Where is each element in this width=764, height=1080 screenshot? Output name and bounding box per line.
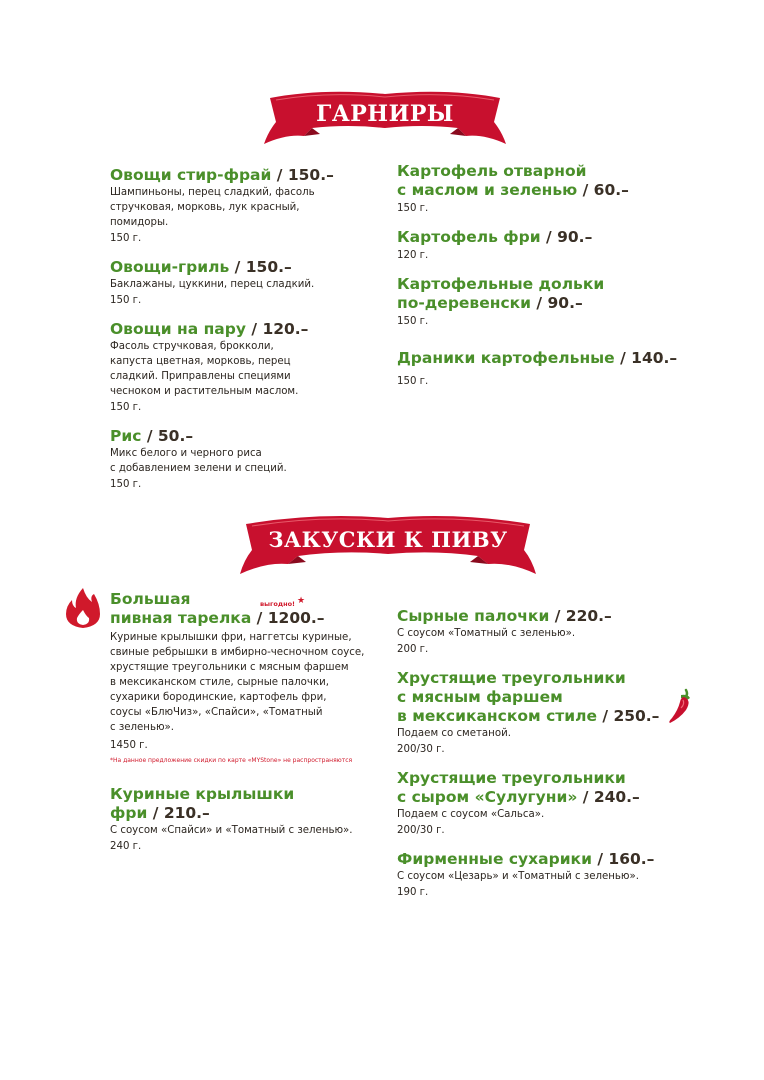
promo-badge: выгодно! ★ (260, 596, 306, 608)
item-name: Рис (110, 427, 142, 445)
item-name: по-деревенски (397, 294, 532, 312)
section-banner-garnish (262, 88, 508, 152)
item-weight: 150 г. (397, 203, 429, 214)
item-weight: 200/30 г. (397, 744, 445, 755)
flame-icon (64, 586, 102, 630)
garnish-right-column (397, 162, 697, 401)
item-name: Овощи-гриль (110, 258, 230, 276)
menu-item: Драники картофельные / 140.– 150 г. (397, 349, 697, 389)
item-price: 220.– (565, 607, 612, 625)
item-name: с сыром «Сулугуни» (397, 788, 578, 806)
item-price: 240.– (593, 788, 640, 806)
chili-pepper-icon (664, 686, 696, 726)
menu-item: Фирменные сухарики / 160.– С соусом «Цезарь» и «Томатный с зеленью». 190 г. (397, 850, 697, 900)
menu-item: Большая пивная тарелка / 1200.– Куриные крылышки фри, наггетсы куриные, свиные ребрышки в имбирно-чесночном соусе, хрустящие треугольники с мясным фаршем в мексиканском стиле, сырные палочки, сухарики бородинские, картофель фри, соусы «БлюЧиз», «Спайси», «Томатный с зеленью». 1450 г. *На данное предложение скидки по карте «MYStone» не распространяются (110, 590, 380, 765)
item-price: 160.– (608, 850, 655, 868)
item-name: Овощи на пару (110, 320, 246, 338)
item-price: 120.– (262, 320, 309, 338)
item-name: Картофельные дольки (397, 275, 605, 293)
item-description: Шампиньоны, перец сладкий, фасоль стручковая, морковь, лук красный, помидоры. (110, 187, 315, 228)
item-name: с маслом и зеленью (397, 181, 578, 199)
item-weight: 190 г. (397, 887, 429, 898)
item-weight: 1450 г. (110, 740, 148, 751)
item-price: 210.– (163, 804, 210, 822)
item-weight: 150 г. (110, 479, 142, 490)
item-price: 150.– (287, 166, 334, 184)
item-name: в мексиканском стиле (397, 707, 597, 725)
item-price: 250.– (613, 707, 660, 725)
item-price: 150.– (245, 258, 292, 276)
item-price: 90.– (547, 294, 583, 312)
item-name: Хрустящие треугольники (397, 769, 626, 787)
menu-item: Картофель отварной с маслом и зеленью / 60.– 150 г. (397, 162, 697, 216)
menu-item: Овощи-гриль / 150.– Баклажаны, цуккини, перец сладкий. 150 г. (110, 258, 380, 308)
item-description: Подаем с соусом «Сальса». (397, 809, 545, 820)
item-name: Сырные палочки (397, 607, 550, 625)
snacks-right-column (397, 607, 697, 912)
item-description: Микс белого и черного риса с добавлением зелени и специй. (110, 448, 287, 474)
menu-item: Овощи стир-фрай / 150.– Шампиньоны, перец сладкий, фасоль стручковая, морковь, лук красный, помидоры. 150 г. (110, 166, 380, 246)
item-name: Куриные крылышки (110, 785, 295, 803)
item-weight: 150 г. (397, 316, 429, 327)
menu-item: Хрустящие треугольники с мясным фаршем в мексиканском стиле / 250.– Подаем со сметаной. 200/30 г. (397, 669, 697, 757)
item-description: С соусом «Спайси» и «Томатный с зеленью». (110, 825, 353, 836)
item-name: Овощи стир-фрай (110, 166, 272, 184)
item-name: Драники картофельные (397, 349, 615, 367)
item-description: Фасоль стручковая, брокколи, капуста цветная, морковь, перец сладкий. Приправлены специями чесноком и растительным маслом. (110, 341, 299, 397)
menu-item: Хрустящие треугольники с сыром «Сулугуни» / 240.– Подаем с соусом «Сальса». 200/30 г. (397, 769, 697, 838)
item-weight: 150 г. (110, 295, 142, 306)
menu-item: Картофель фри / 90.– 120 г. (397, 228, 697, 263)
item-name: фри (110, 804, 148, 822)
item-price: 60.– (593, 181, 629, 199)
menu-item: Овощи на пару / 120.– Фасоль стручковая, брокколи, капуста цветная, морковь, перец сладкий. Приправлены специями чесноком и растительным маслом. 150 г. (110, 320, 380, 415)
item-weight: 200/30 г. (397, 825, 445, 836)
item-weight: 150 г. (397, 376, 429, 387)
item-price: 90.– (557, 228, 593, 246)
section-title: ЗАКУСКИ К ПИВУ (268, 527, 508, 552)
menu-item: Картофельные дольки по-деревенски / 90.– 150 г. (397, 275, 697, 329)
item-weight: 150 г. (110, 402, 142, 413)
item-name: Большая (110, 590, 191, 608)
garnish-left-column (110, 166, 380, 504)
item-price: 140.– (631, 349, 678, 367)
menu-item: Куриные крылышки фри / 210.– С соусом «Спайси» и «Томатный с зеленью». 240 г. (110, 785, 380, 854)
item-description: Баклажаны, цуккини, перец сладкий. (110, 279, 315, 290)
item-name: Картофель фри (397, 228, 541, 246)
star-icon: ★ (297, 596, 306, 606)
item-description: С соусом «Томатный с зеленью». (397, 628, 576, 639)
menu-item: Рис / 50.– Микс белого и черного риса с добавлением зелени и специй. 150 г. (110, 427, 380, 492)
item-weight: 200 г. (397, 644, 429, 655)
item-weight: 120 г. (397, 250, 429, 261)
item-name: пивная тарелка (110, 609, 252, 627)
item-price: 50.– (157, 427, 194, 445)
item-name: Фирменные сухарики (397, 850, 592, 868)
item-name: Хрустящие треугольники (397, 669, 626, 687)
item-weight: 240 г. (110, 841, 142, 852)
item-name: Картофель отварной (397, 162, 587, 180)
item-description: Куриные крылышки фри, наггетсы куриные, свиные ребрышки в имбирно-чесночном соусе, хрустящие треугольники с мясным фаршем в мексиканском стиле, сырные палочки, сухарики бородинские, картофель фри, соусы «БлюЧиз», «Спайси», «Томатный с зеленью». (110, 632, 365, 733)
item-description: С соусом «Цезарь» и «Томатный с зеленью». (397, 871, 639, 882)
item-price: 1200.– (267, 609, 325, 627)
item-description: Подаем со сметаной. (397, 728, 511, 739)
item-weight: 150 г. (110, 233, 142, 244)
section-banner-snacks (238, 512, 538, 582)
menu-item: Сырные палочки / 220.– С соусом «Томатный с зеленью». 200 г. (397, 607, 697, 657)
item-name: с мясным фаршем (397, 688, 563, 706)
snacks-left-column (110, 590, 380, 866)
section-title: ГАРНИРЫ (316, 101, 454, 127)
discount-footnote: *На данное предложение скидки по карте «MYStone» не распространяются (110, 757, 353, 764)
